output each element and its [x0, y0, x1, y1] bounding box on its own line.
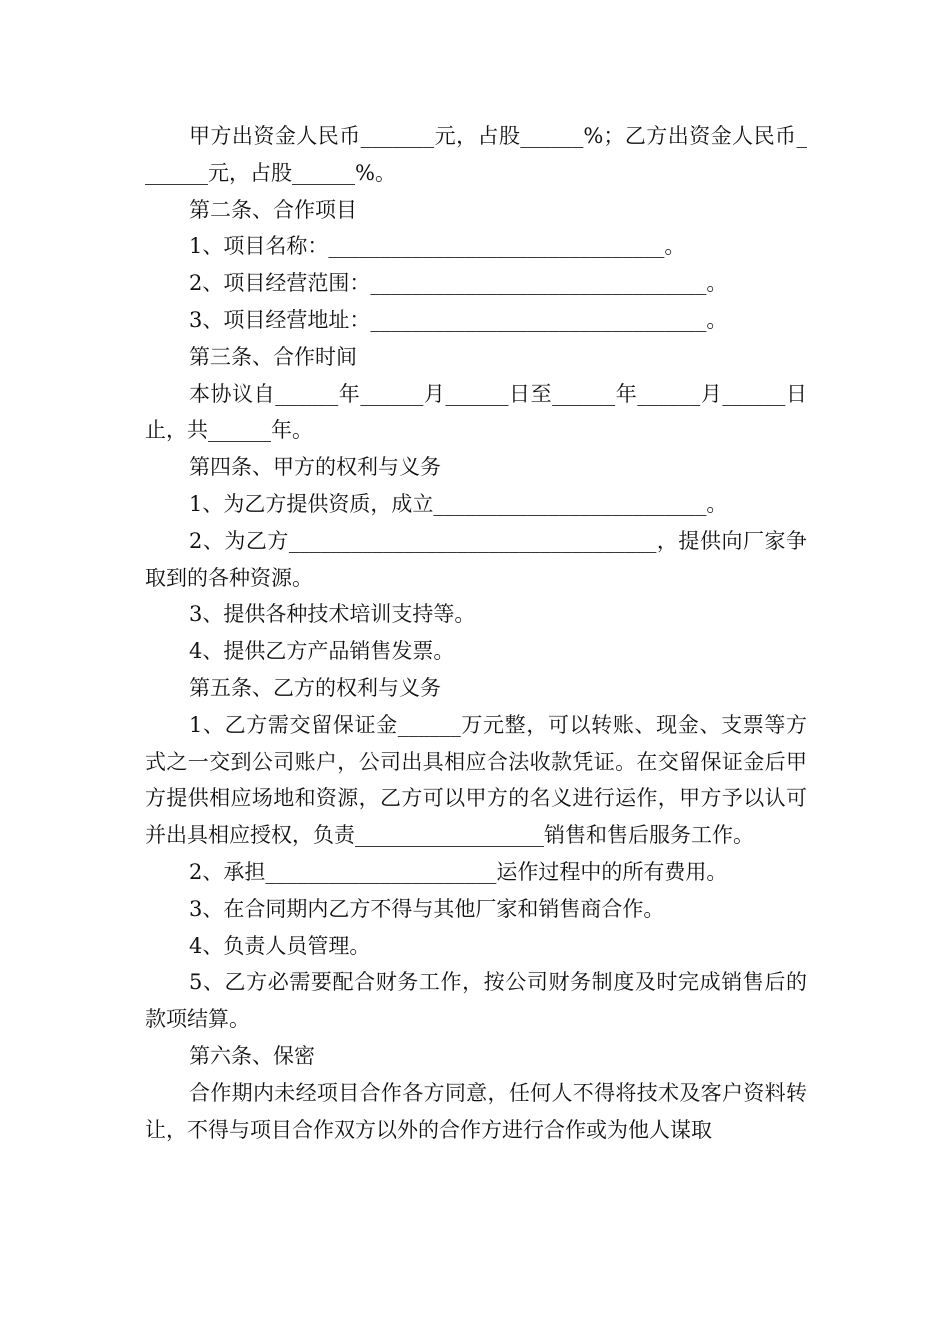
paragraph-project-address: 3、项目经营地址：________________________________。	[189, 307, 728, 332]
paragraph-party-b-item-2: 2、承担______________________运作过程中的所有费用。	[189, 859, 728, 884]
paragraph-party-a-item-1: 1、为乙方提供资质，成立__________________________。	[189, 491, 728, 516]
heading-article-5: 第五条、乙方的权利与义务	[189, 675, 441, 700]
paragraph-project-scope: 2、项目经营范围：________________________________。	[189, 271, 728, 296]
paragraph-party-b-item-5: 5、乙方必需要配合财务工作，按公司财务制度及时完成销售后的款项结算。	[145, 970, 807, 1032]
paragraph-party-a-item-4: 4、提供乙方产品销售发票。	[189, 639, 455, 664]
paragraph-party-b-item-4: 4、负责人员管理。	[189, 933, 371, 958]
heading-article-4: 第四条、甲方的权利与义务	[189, 455, 441, 480]
paragraph-project-name: 1、项目名称：________________________________。	[189, 234, 686, 259]
document-body	[145, 118, 807, 1148]
paragraph-party-b-item-3: 3、在合同期内乙方不得与其他厂家和销售商合作。	[189, 896, 665, 921]
heading-article-3: 第三条、合作时间	[189, 344, 357, 369]
paragraph-confidentiality: 合作期内未经项目合作各方同意，任何人不得将技术及客户资料转让，不得与项目合作双方以外的合作方进行合作或为他人谋取	[145, 1080, 807, 1142]
paragraph-capital-contribution: 甲方出资金人民币_______元，占股______%；乙方出资金人民币_______元，占股______%。	[145, 124, 807, 185]
paragraph-party-a-item-2: 2、为乙方___________________________________，提供向厂家争取到的各种资源。	[145, 528, 807, 590]
paragraph-party-b-item-1: 1、乙方需交留保证金______万元整，可以转账、现金、支票等方式之一交到公司账户，公司出具相应合法收款凭证。在交留保证金后甲方提供相应场地和资源，乙方可以甲方的名义进行运作，甲方予以认可并出具相应授权，负责__________________销售和售后服务工作。	[145, 712, 807, 848]
paragraph-agreement-period: 本协议自______年______月______日至______年______月______日止，共______年。	[145, 381, 807, 443]
heading-article-2: 第二条、合作项目	[189, 197, 357, 222]
heading-article-6: 第六条、保密	[189, 1043, 315, 1068]
paragraph-party-a-item-3: 3、提供各种技术培训支持等。	[189, 602, 476, 627]
